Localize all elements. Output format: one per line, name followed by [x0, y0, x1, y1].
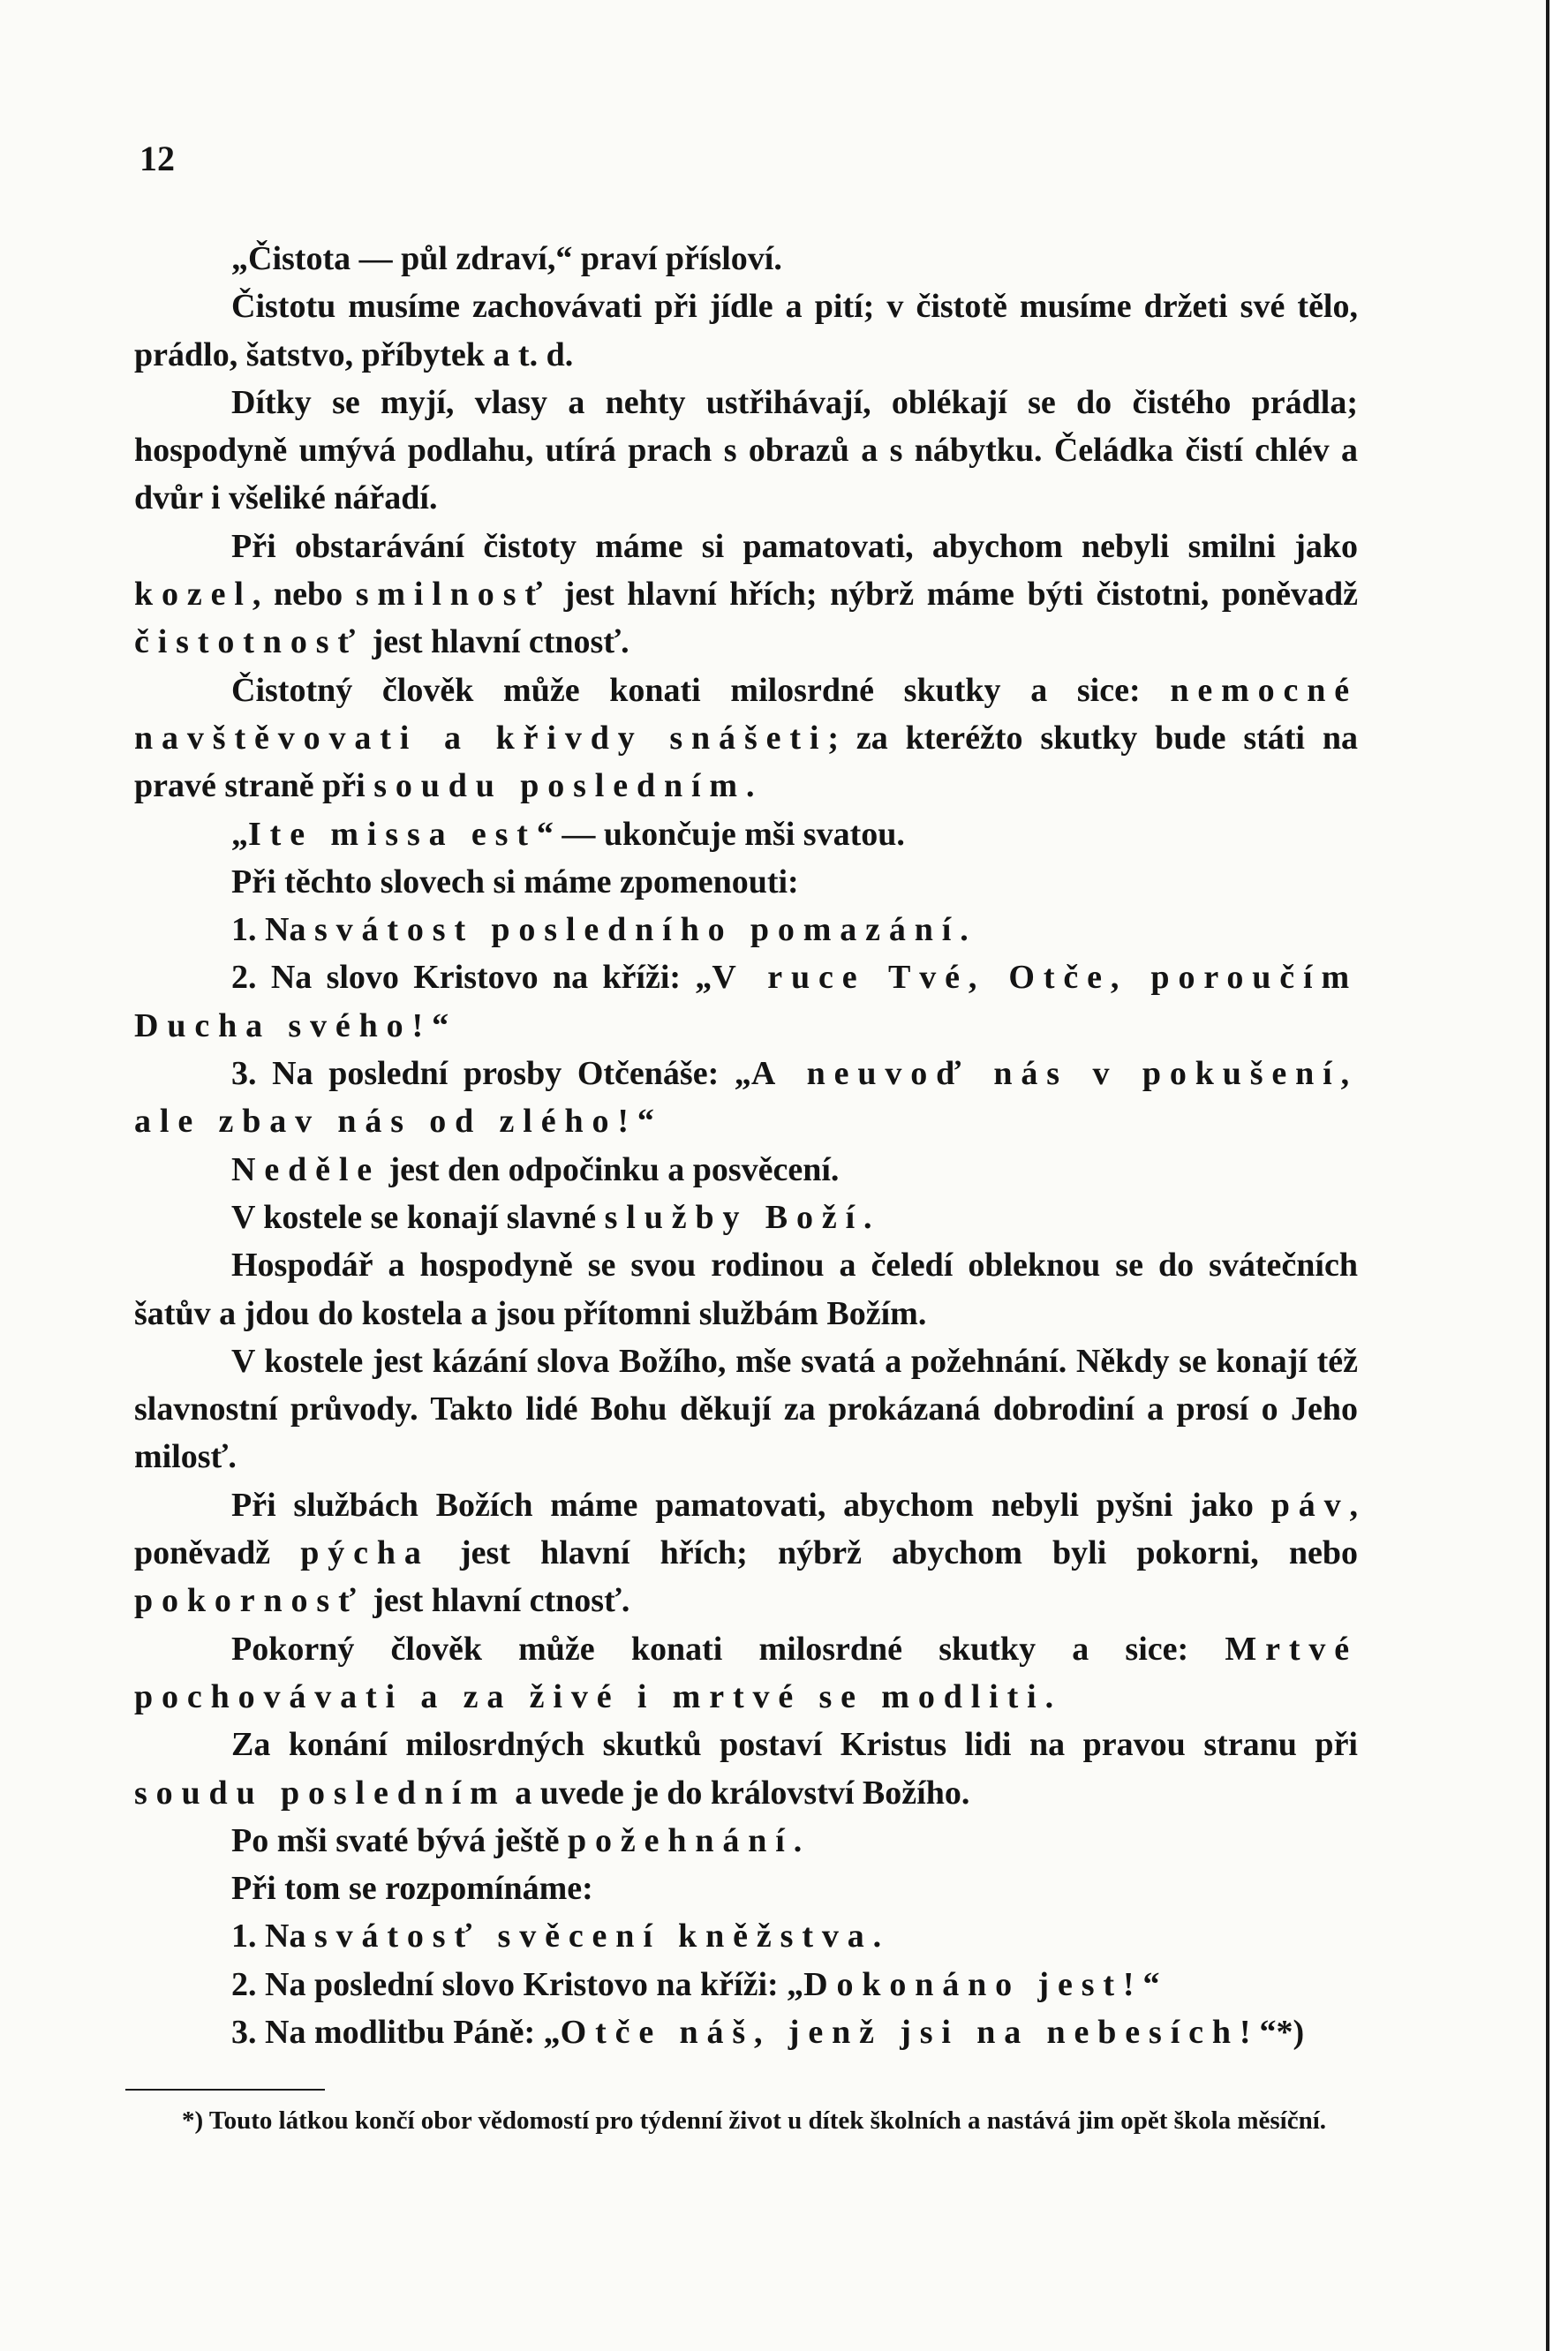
footnote-divider: [125, 2089, 325, 2091]
spaced-emphasis: svátost posledního pomazání: [313, 911, 961, 949]
spaced-emphasis: požehnání: [567, 1821, 794, 1859]
spaced-emphasis: Dokonáno jest!: [803, 1965, 1143, 2003]
text-run: “ — ukončuje mši svatou.: [536, 815, 905, 853]
text-run: Při službách Božích máme pamatovati, abychom nebyli pyšni jako: [231, 1486, 1271, 1524]
spaced-emphasis: Neděle: [231, 1150, 381, 1188]
spaced-emphasis: pýcha: [300, 1534, 430, 1572]
paragraph: [134, 953, 1358, 1050]
text-run: Čistotný člověk může konati milosrdné skutky a sice:: [231, 671, 1171, 709]
paragraph: [134, 523, 1358, 667]
paragraph: [134, 1146, 1358, 1194]
text-run: Hospodář a hospodyně se svou rodinou a čeledí obleknou se do svátečních šatův a jdou do kostela a jsou přítomni službám Božím.: [134, 1247, 1358, 1332]
text-run: Dítky se myjí, vlasy a nehty ustřihávají, oblékají se do čistého prádla; hospodyně umývá podlahu, utírá prach s obrazů a s nábytku. Čeládka čistí chlév a dvůr i všeliké nářadí.: [134, 383, 1358, 517]
paragraph: [134, 810, 1358, 858]
paragraph: [134, 283, 1358, 379]
text-run: Čistotu musíme zachovávati při jídle a pití; v čistotě musíme držeti své tělo, prádlo, šatstvo, příbytek a t. d.: [134, 288, 1358, 373]
text-run: Při těchto slovech si máme zpomenouti:: [231, 863, 799, 900]
text-run: .: [793, 1821, 803, 1859]
spaced-emphasis: čistotnosť: [134, 623, 365, 661]
spaced-emphasis: kozel: [134, 576, 253, 614]
paragraph: [134, 906, 1358, 953]
text-run: .: [960, 911, 969, 949]
paragraph: [134, 1912, 1358, 1960]
text-run: 2. Na poslední slovo Kristovo na kříži: „: [231, 1965, 804, 2003]
paragraph: [134, 1050, 1358, 1146]
text-run: , poněvadž: [134, 1486, 1358, 1572]
text-run: Při tom se rozpomínáme:: [231, 1870, 593, 1908]
text-run: V kostele se konají slavné: [231, 1198, 605, 1236]
text-run: “*): [1259, 2013, 1305, 2051]
body-text: [134, 235, 1358, 2056]
paragraph: [134, 1865, 1358, 1912]
text-run: jest hlavní ctnosť.: [364, 1582, 630, 1620]
paragraph: [134, 235, 1358, 283]
spaced-emphasis: Ite missa est: [248, 815, 537, 853]
spaced-emphasis: páv: [1270, 1486, 1350, 1524]
text-run: , nebo: [252, 576, 356, 614]
text-run: 1. Na: [231, 911, 314, 949]
spaced-emphasis: Mrtvé pochovávati a za živé i mrtvé se modliti: [134, 1630, 1358, 1715]
footnote: *) Touto látkou končí obor vědomostí pro týdenní život u dítek školních a nastává jim opět škola měsíční.: [182, 2106, 1327, 2135]
text-run: .: [745, 767, 755, 805]
page-number: 12: [139, 139, 175, 178]
text-run: 3. Na modlitbu Páně: „: [231, 2013, 561, 2051]
text-run: 1. Na: [231, 1918, 314, 1955]
text-run: „Čistota — půl zdraví,“ praví přísloví.: [231, 240, 782, 277]
text-run: “: [637, 1103, 654, 1141]
text-run: 3. Na poslední prosby Otčenáše: „: [231, 1055, 751, 1093]
spaced-emphasis: nemocné navštěvovati a křivdy snášeti: [134, 671, 1358, 757]
paragraph: [134, 1721, 1358, 1817]
text-run: jest hlavní ctnosť.: [364, 623, 629, 661]
spaced-emphasis: V ruce Tvé, Otče, poroučím Ducha svého!: [134, 959, 1358, 1044]
spaced-emphasis: služby Boží: [604, 1198, 864, 1236]
spaced-emphasis: smilnosť: [355, 576, 552, 614]
paragraph: [134, 379, 1358, 523]
paragraph: [134, 858, 1358, 906]
text-run: .: [872, 1918, 882, 1955]
text-run: ; za kteréžto skutky bude státi na pravé straně při: [134, 719, 1358, 805]
text-run: .: [1044, 1677, 1054, 1715]
text-run: “: [1142, 1965, 1160, 2003]
text-run: Za konání milosrdných skutků postaví Kristus lidi na pravou stranu při: [231, 1726, 1358, 1764]
text-run: .: [863, 1198, 872, 1236]
paragraph: [134, 1817, 1358, 1865]
text-run: jest hlavní hřích; nýbrž abychom byli pokorni, nebo: [429, 1534, 1358, 1572]
text-run: jest den odpočinku a posvěcení.: [381, 1150, 840, 1188]
text-run: V kostele jest kázání slova Božího, mše svatá a požehnání. Někdy se konají též slavnostní průvody. Takto lidé Bohu děkují za prokázaná dobrodiní a prosí o Jeho milosť.: [134, 1342, 1358, 1476]
spaced-emphasis: Otče náš, jenž jsi na nebesích!: [560, 2013, 1260, 2051]
text-run: jest hlavní hřích; nýbrž máme býti čistotni, poněvadž: [551, 576, 1358, 614]
text-run: Při obstarávání čistoty máme si pamatovati, abychom nebyli smilni jako: [231, 527, 1358, 565]
paragraph: [134, 1961, 1358, 2008]
text-run: a uvede je do království Božího.: [506, 1774, 970, 1812]
paragraph: [134, 1625, 1358, 1722]
spaced-emphasis: A neuvoď nás v pokušení, ale zbav nás od zlého!: [134, 1055, 1358, 1141]
text-run: Pokorný člověk může konati milosrdné skutky a sice:: [231, 1630, 1225, 1668]
paragraph: [134, 2008, 1358, 2056]
spaced-emphasis: soudu posledním: [373, 767, 746, 805]
paragraph: [134, 1241, 1358, 1338]
spaced-emphasis: soudu posledním: [134, 1774, 507, 1812]
paragraph: [134, 667, 1358, 810]
text-run: “: [432, 1006, 449, 1044]
paragraph: [134, 1194, 1358, 1241]
paragraph: [134, 1481, 1358, 1625]
text-run: „: [231, 815, 248, 853]
text-run: 2. Na slovo Kristovo na kříži: „: [231, 959, 712, 997]
paragraph: [134, 1338, 1358, 1481]
spaced-emphasis: svátosť svěcení kněžstva: [313, 1918, 873, 1955]
text-run: Po mši svaté bývá ještě: [231, 1821, 568, 1859]
spaced-emphasis: pokornosť: [134, 1582, 365, 1620]
